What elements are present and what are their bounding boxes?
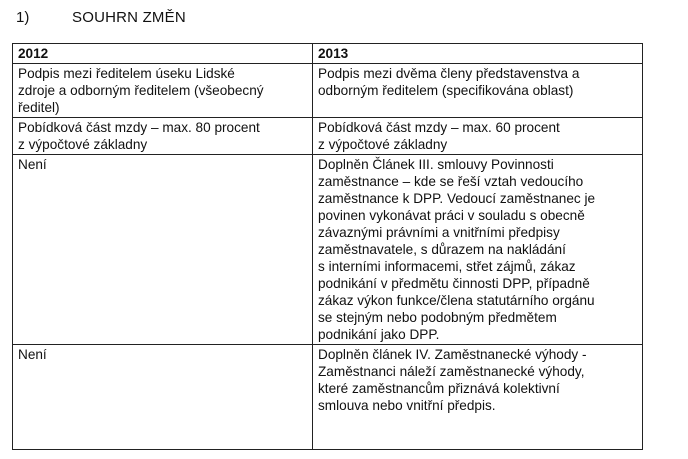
cell-2013 xyxy=(313,345,643,450)
section-number: 1) xyxy=(16,9,30,26)
cell-2013 xyxy=(313,155,643,345)
changes-table xyxy=(12,43,643,450)
cell-2012 xyxy=(13,155,313,345)
cell-2013 xyxy=(313,118,643,155)
header-2013: 2013 xyxy=(313,44,643,64)
table-row xyxy=(13,155,643,345)
cell-text: Podpis mezi dvěma členy představenstva a odborným ředitelem (specifikována oblast) xyxy=(318,66,580,98)
cell-text: Doplněn Článek III. smlouvy Povinnosti zaměstnance – kde se řeší vztah vedoucího zaměstnance k DPP. Vedoucí zaměstnanec je povinen vykonávat práci v souladu s obecně závaznými právními a vnitřními předpisy zaměstnavatele, s důrazem na nakládání s interními informacemi, střet zájmů, zákaz podnikání v předmětu činnosti DPP, případně zákaz výkon funkce/člena statutárního orgánu se stejným nebo podobným předmětem podnikání jako DPP. xyxy=(318,157,596,342)
cell-text: Pobídková část mzdy – max. 80 procent z výpočtové základny xyxy=(18,120,260,152)
section-heading xyxy=(16,9,186,26)
table-header-row xyxy=(13,44,643,64)
table-row xyxy=(13,118,643,155)
cell-2012 xyxy=(13,118,313,155)
section-title: SOUHRN ZMĚN xyxy=(72,9,186,26)
cell-text: Není xyxy=(18,347,47,362)
cell-text: Podpis mezi ředitelem úseku Lidské zdroje a odborným ředitelem (všeobecný ředitel) xyxy=(18,66,264,115)
cell-2012 xyxy=(13,64,313,118)
cell-2013 xyxy=(313,64,643,118)
cell-text: Doplněn článek IV. Zaměstnanecké výhody - Zaměstnanci náleží zaměstnanecké výhody, které zaměstnancům přiznává kolektivní smlouva nebo vnitřní předpis. xyxy=(318,347,587,413)
table-row xyxy=(13,345,643,450)
cell-2012 xyxy=(13,345,313,450)
cell-text: Pobídková část mzdy – max. 60 procent z výpočtové základny xyxy=(318,120,560,152)
header-2012: 2012 xyxy=(13,44,313,64)
cell-text: Není xyxy=(18,157,47,172)
table-row xyxy=(13,64,643,118)
